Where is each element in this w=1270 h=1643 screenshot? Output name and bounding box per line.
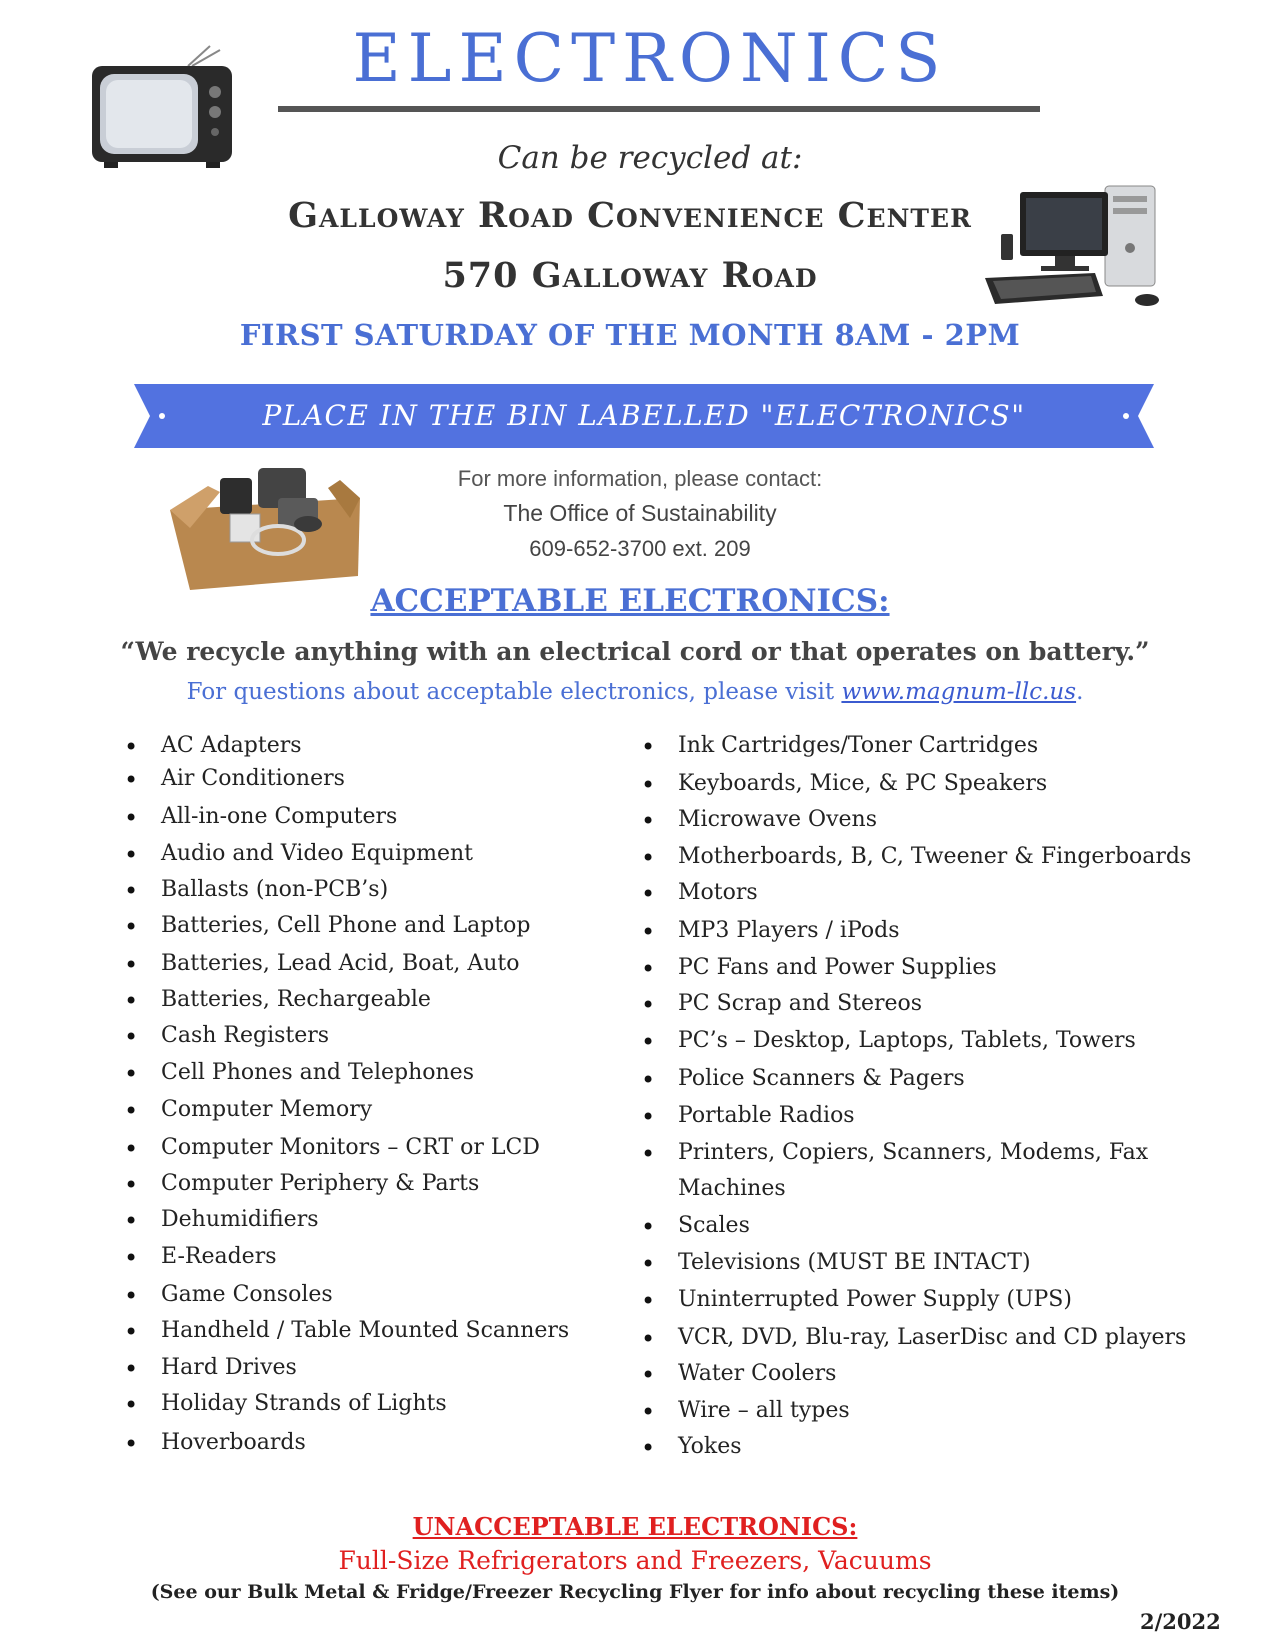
electronics-box-icon	[160, 458, 372, 598]
list-item: • Uninterrupted Power Supply (UPS)	[678, 1287, 1072, 1312]
list-item: • Air Conditioners	[161, 766, 345, 791]
desktop-computer-icon	[975, 178, 1175, 318]
list-item: • Wire – all types	[678, 1398, 850, 1423]
list-item: • PC’s – Desktop, Laptops, Tablets, Towers	[678, 1028, 1136, 1053]
list-item: • Batteries, Cell Phone and Laptop	[161, 913, 531, 938]
list-item: • Batteries, Rechargeable	[161, 987, 431, 1012]
list-item: • All-in-one Computers	[161, 804, 397, 829]
venue-name: Galloway Road Convenience Center	[288, 195, 972, 236]
banner-text: PLACE IN THE BIN LABELLED "ELECTRONICS"	[262, 399, 1026, 432]
acceptable-quote: “We recycle anything with an electrical cord or that operates on battery.”	[120, 637, 1150, 666]
list-item: • Computer Memory	[161, 1097, 372, 1122]
acceptable-heading: ACCEPTABLE ELECTRONICS:	[370, 583, 890, 619]
list-item: • PC Fans and Power Supplies	[678, 955, 997, 980]
list-item: • Holiday Strands of Lights	[161, 1391, 447, 1416]
list-item: • Handheld / Table Mounted Scanners	[161, 1318, 569, 1343]
list-item: • Batteries, Lead Acid, Boat, Auto	[161, 951, 519, 976]
unacceptable-items: Full-Size Refrigerators and Freezers, Vacuums	[338, 1546, 932, 1575]
list-item: • Dehumidifiers	[161, 1207, 319, 1232]
list-item: • Motors	[678, 880, 758, 905]
tv-icon	[88, 44, 238, 174]
title-divider	[278, 106, 1040, 112]
list-item: • Microwave Ovens	[678, 807, 877, 832]
list-item: • Keyboards, Mice, & PC Speakers	[678, 771, 1047, 796]
schedule-text: FIRST SATURDAY OF THE MONTH 8AM - 2PM	[239, 318, 1021, 352]
visit-prefix: For questions about acceptable electronics, please visit	[186, 679, 842, 705]
list-item: • Police Scanners & Pagers	[678, 1066, 965, 1091]
list-item: • Audio and Video Equipment	[161, 841, 473, 866]
list-item: • E-Readers	[161, 1244, 277, 1269]
list-item: • Scales	[678, 1213, 750, 1238]
subtitle: Can be recycled at:	[497, 140, 803, 176]
list-item: • AC Adapters	[161, 733, 302, 758]
unacceptable-note: (See our Bulk Metal & Fridge/Freezer Recycling Flyer for info about recycling these items)	[150, 1581, 1120, 1603]
flyer-date: 2/2022	[1140, 1609, 1221, 1634]
list-item: • Ink Cartridges/Toner Cartridges	[678, 733, 1038, 758]
list-item: • Cash Registers	[161, 1023, 329, 1048]
visit-suffix: .	[1076, 679, 1084, 705]
list-item: • Printers, Copiers, Scanners, Modems, Fax	[678, 1140, 1148, 1165]
list-item: • Hard Drives	[161, 1355, 297, 1380]
list-item: • Computer Monitors – CRT or LCD	[161, 1135, 540, 1160]
contact-phone: 609-652-3700 ext. 209	[529, 536, 751, 561]
list-item: • Water Coolers	[678, 1361, 836, 1386]
page-title: ELECTRONICS	[352, 20, 948, 97]
list-item-continuation: Machines	[678, 1176, 786, 1201]
list-item: • Portable Radios	[678, 1103, 855, 1128]
unacceptable-heading: UNACCEPTABLE ELECTRONICS:	[412, 1512, 858, 1541]
list-item: • Hoverboards	[161, 1430, 306, 1455]
contact-office: The Office of Sustainability	[503, 500, 777, 526]
venue-address: 570 Galloway Road	[442, 255, 818, 296]
list-item: • PC Scrap and Stereos	[678, 991, 922, 1016]
list-item: • MP3 Players / iPods	[678, 918, 900, 943]
list-item: • VCR, DVD, Blu-ray, LaserDisc and CD players	[678, 1325, 1186, 1350]
contact-lead: For more information, please contact:	[457, 466, 823, 491]
list-item: • Yokes	[678, 1434, 742, 1459]
magnum-website-link[interactable]: www.magnum-llc.us	[841, 679, 1077, 705]
list-item: • Ballasts (non-PCB’s)	[161, 877, 388, 902]
list-item: • Televisions (MUST BE INTACT)	[678, 1250, 1031, 1275]
visit-line	[120, 679, 1150, 705]
list-item: • Cell Phones and Telephones	[161, 1060, 474, 1085]
list-item: • Game Consoles	[161, 1282, 333, 1307]
list-item: • Motherboards, B, C, Tweener & Fingerboards	[678, 844, 1191, 869]
list-item: • Computer Periphery & Parts	[161, 1171, 479, 1196]
